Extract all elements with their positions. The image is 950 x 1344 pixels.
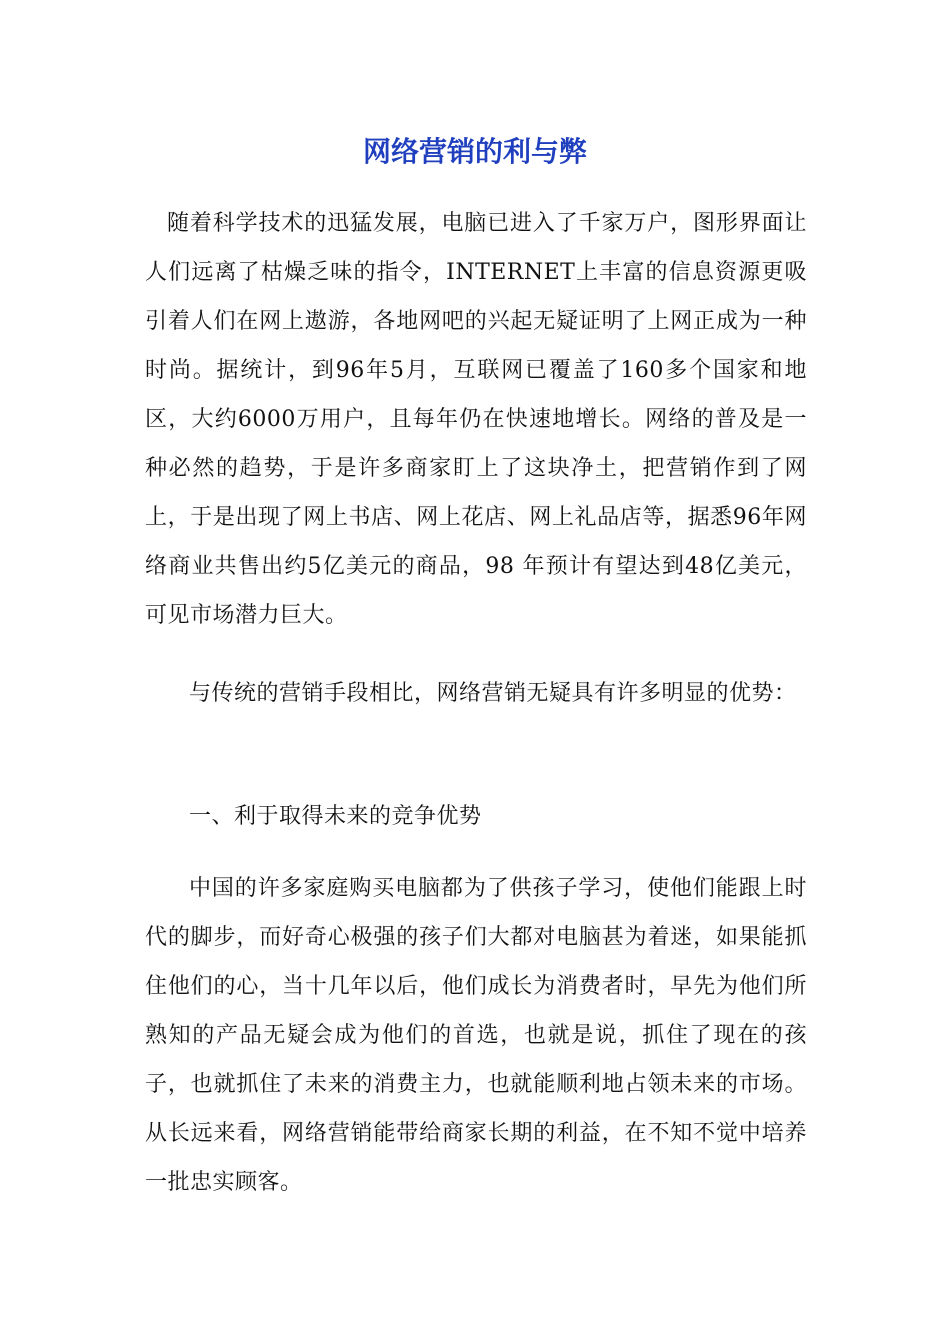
paragraph-advantages-lead: 与传统的营销手段相比，网络营销无疑具有许多明显的优势： [189, 681, 797, 706]
paragraph-intro: 随着科学技术的迅猛发展，电脑已进入了千家万户，图形界面让人们远离了枯燥乏味的指令，INTERNET上丰富的信息资源更吸引着人们在网上遨游，各地网吧的兴起无疑证明了上网正成为一种时尚。据统计，到96年5月，互联网已覆盖了160多个国家和地区，大约6000万用户，且每年仍在快速地增长。网络的普及是一种必然的趋势，于是许多商家盯上了这块净土，把营销作到了网上，于是出现了网上书店、网上花店、网上礼品店等，据悉96年网络商业共售出约5亿美元的商品，98 年预计有望达到48亿美元，可见市场潜力巨大。 [145, 211, 807, 628]
paragraph-section-1: 中国的许多家庭购买电脑都为了供孩子学习，使他们能跟上时代的脚步，而好奇心极强的孩子们大都对电脑甚为着迷，如果能抓住他们的心，当十几年以后，他们成长为消费者时，早先为他们所熟知的产品无疑会成为他们的首选，也就是说，抓住了现在的孩子，也就抓住了未来的消费主力，也就能顺利地占领未来的市场。从长远来看，网络营销能带给商家长期的利益，在不知不觉中培养一批忠实顾客。 [145, 876, 807, 1195]
document-title: 网络营销的利与弊 [362, 135, 587, 168]
section-heading-1: 一、利于取得未来的竞争优势 [189, 804, 482, 829]
